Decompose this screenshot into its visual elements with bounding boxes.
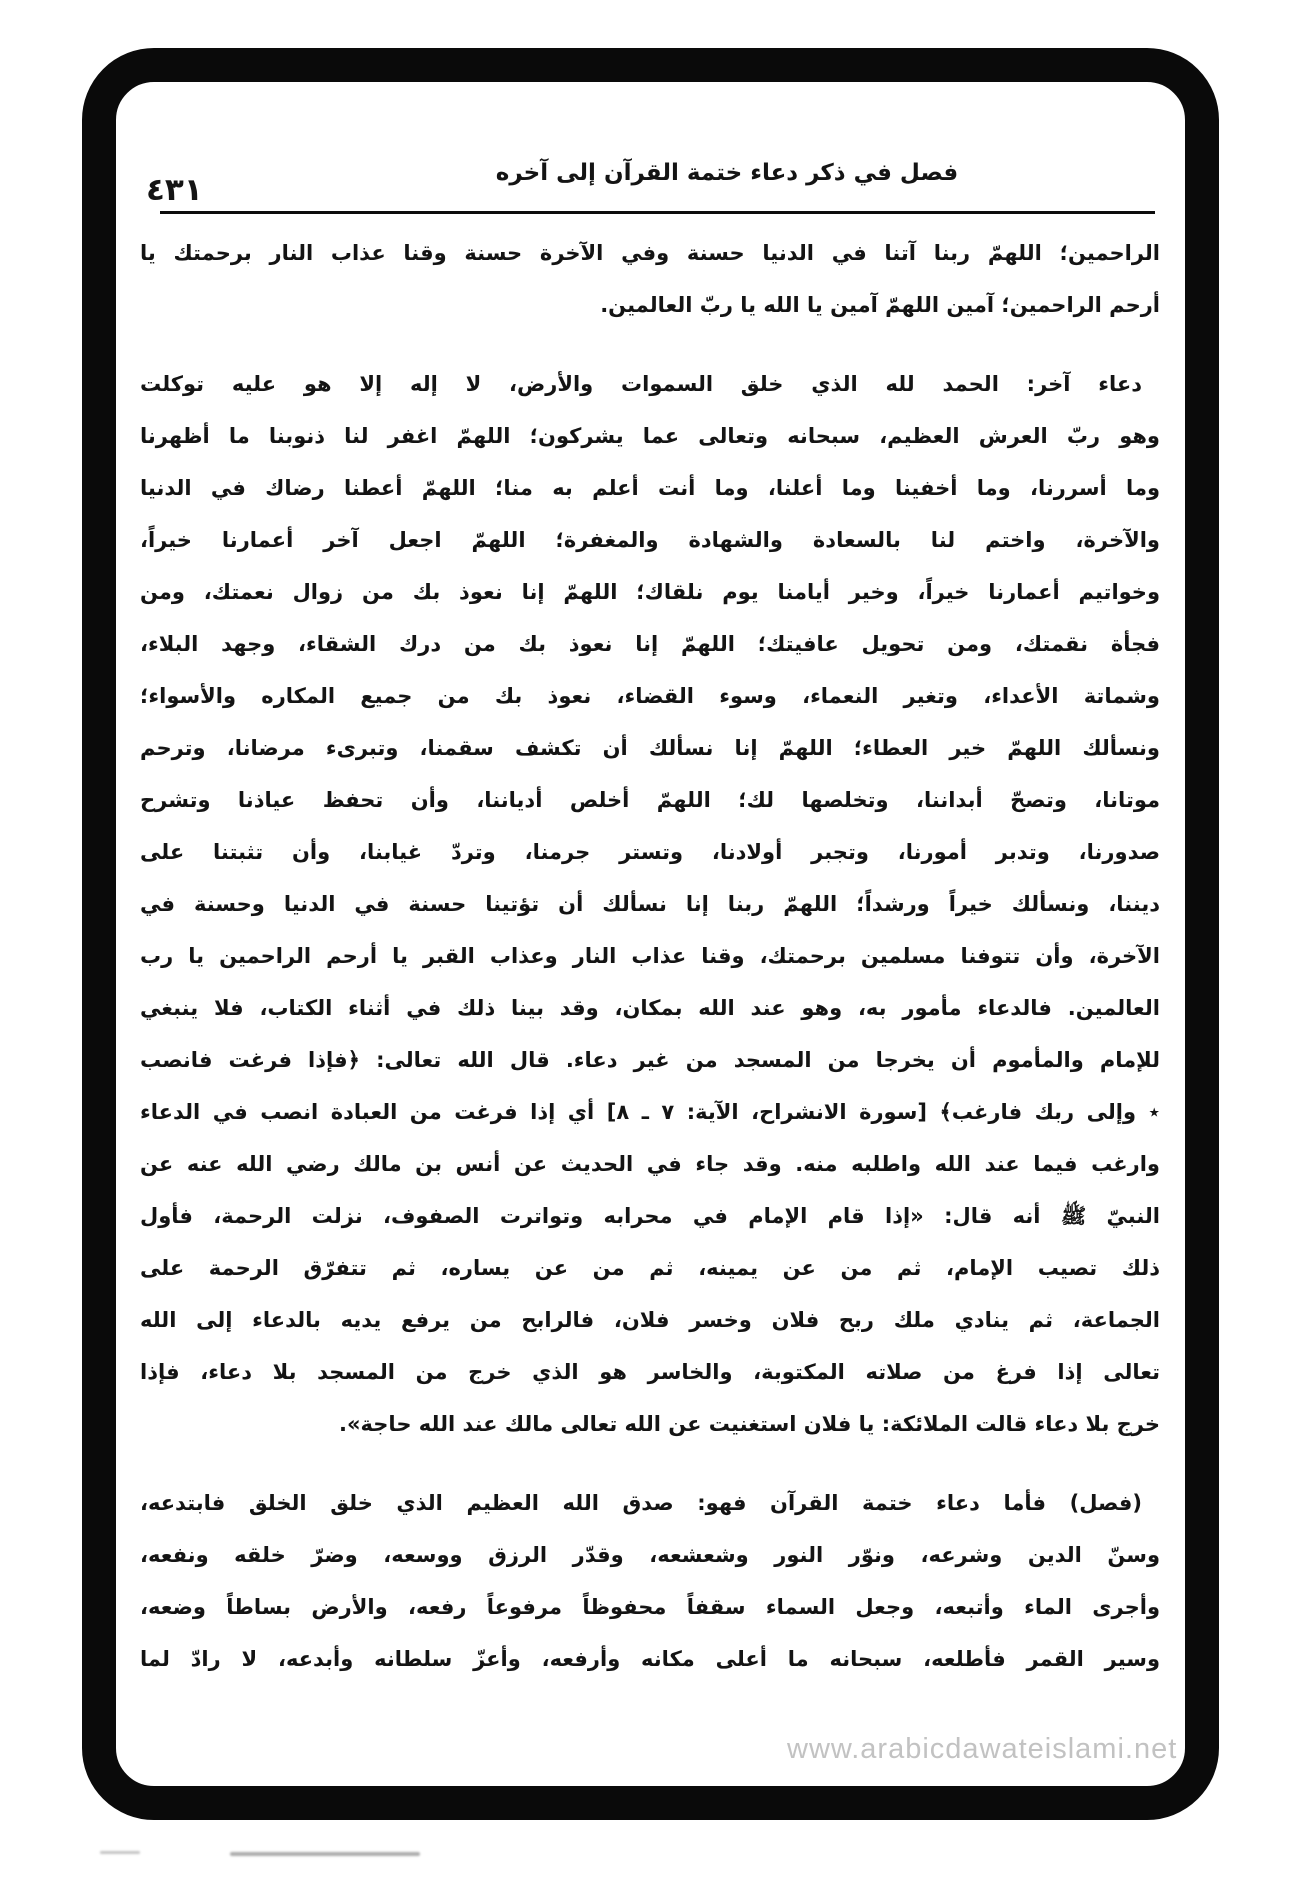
text-line: وخواتيم أعمارنا خيراً، وخير أيامنا يوم نلقاك؛ اللهمّ إنا نعوذ بك من زوال نعمتك، ومن xyxy=(140,580,1160,604)
chapter-header-title: فصل في ذكر دعاء ختمة القرآن إلى آخره xyxy=(495,160,959,186)
text-line: وارغب فيما عند الله واطلبه منه. وقد جاء في الحديث عن أنس بن مالك رضي الله عنه عن xyxy=(140,1152,1160,1176)
text-line: الآخرة، وأن تتوفنا مسلمين برحمتك، وقنا عذاب النار وعذاب القبر يا أرحم الراحمين يا رب xyxy=(140,944,1160,968)
paragraph xyxy=(140,227,1160,331)
text-line: ديننا، ونسألك خيراً ورشداً؛ اللهمّ ربنا إنا نسألك أن تؤتينا حسنة في الدنيا وحسنة في xyxy=(140,892,1160,916)
paragraph xyxy=(140,1477,1160,1685)
scan-smudge xyxy=(100,1851,140,1854)
text-line: وشماتة الأعداء، وتغير النعماء، وسوء القضاء، نعوذ بك من جميع المكاره والأسواء؛ xyxy=(140,684,1160,708)
text-line: ونسألك اللهمّ خير العطاء؛ اللهمّ إنا نسألك أن تكشف سقمنا، وتبرىء مرضانا، وترحم xyxy=(140,736,1160,760)
text-line: موتانا، وتصحّ أبداننا، وتخلصها لك؛ اللهمّ أخلص أدياننا، وأن تحفظ عياذنا وتشرح xyxy=(140,788,1160,812)
body-text xyxy=(140,227,1160,1685)
text-line: أرحم الراحمين؛ آمين اللهمّ آمين يا الله يا ربّ العالمين. xyxy=(600,293,1160,317)
text-line: (فصل) فأما دعاء ختمة القرآن فهو: صدق الله العظيم الذي خلق الخلق فابتدعه، xyxy=(140,1491,1142,1515)
text-line: النبيّ ﷺ أنه قال: «إذا قام الإمام في محرابه وتواترت الصفوف، نزلت الرحمة، فأول xyxy=(140,1204,1160,1228)
watermark-url: www.arabicdawateislami.net xyxy=(787,1733,1178,1765)
text-line: ٭ وإلى ربك فارغب﴾ [سورة الانشراح، الآية: ٧ ـ ٨] أي إذا فرغت من العبادة انصب في الدعاء xyxy=(140,1100,1160,1124)
text-line: صدورنا، وتدبر أمورنا، وتجبر أولادنا، وتستر جرمنا، وتردّ غيابنا، وأن تثبتنا على xyxy=(140,840,1160,864)
text-line: والآخرة، واختم لنا بالسعادة والشهادة والمغفرة؛ اللهمّ اجعل آخر أعمارنا خيراً، xyxy=(140,528,1160,552)
text-line: وما أسررنا، وما أخفينا وما أعلنا، وما أنت أعلم به منا؛ اللهمّ أعطنا رضاك في الدنيا xyxy=(140,476,1160,500)
text-line: وهو ربّ العرش العظيم، سبحانه وتعالى عما يشركون؛ اللهمّ اغفر لنا ذنوبنا ما أظهرنا xyxy=(140,424,1160,448)
text-line: خرج بلا دعاء قالت الملائكة: يا فلان استغنيت عن الله تعالى مالك عند الله حاجة». xyxy=(339,1412,1160,1436)
header-divider-rule xyxy=(160,211,1155,214)
text-line: وسنّ الدين وشرعه، ونوّر النور وشعشعه، وقدّر الرزق ووسعه، وضرّ خلقه ونفعه، xyxy=(140,1543,1160,1567)
text-line: تعالى إذا فرغ من صلاته المكتوبة، والخاسر هو الذي خرج من المسجد بلا دعاء، فإذا xyxy=(140,1360,1160,1384)
scan-smudge xyxy=(230,1852,420,1856)
text-line: وسير القمر فأطلعه، سبحانه ما أعلى مكانه وأرفعه، وأعزّ سلطانه وأبدعه، لا رادّ لما xyxy=(140,1647,1160,1671)
text-line: الجماعة، ثم ينادي ملك ربح فلان وخسر فلان، فالرابح من يرفع يديه بالدعاء إلى الله xyxy=(140,1308,1160,1332)
text-line: الراحمين؛ اللهمّ ربنا آتنا في الدنيا حسنة وفي الآخرة حسنة وقنا عذاب النار برحمتك يا xyxy=(140,241,1160,265)
page-number: ٤٣١ xyxy=(146,172,203,208)
text-line: وأجرى الماء وأتبعه، وجعل السماء سقفاً محفوظاً مرفوعاً رفعه، والأرض بساطاً وضعه، xyxy=(140,1595,1160,1619)
text-line: فجأة نقمتك، ومن تحويل عافيتك؛ اللهمّ إنا نعوذ بك من درك الشقاء، وجهد البلاء، xyxy=(140,632,1160,656)
text-line: العالمين. فالدعاء مأمور به، وهو عند الله بمكان، وقد بينا ذلك في أثناء الكتاب، فلا ينبغي xyxy=(140,996,1160,1020)
text-line: ذلك تصيب الإمام، ثم من عن يمينه، ثم من عن يساره، ثم تتفرّق الرحمة على xyxy=(140,1256,1160,1280)
text-line: للإمام والمأموم أن يخرجا من المسجد من غير دعاء. قال الله تعالى: ﴿فإذا فرغت فانصب xyxy=(140,1048,1160,1072)
text-line: دعاء آخر: الحمد لله الذي خلق السموات والأرض، لا إله إلا هو عليه توكلت xyxy=(140,372,1142,396)
paragraph xyxy=(140,358,1160,1450)
